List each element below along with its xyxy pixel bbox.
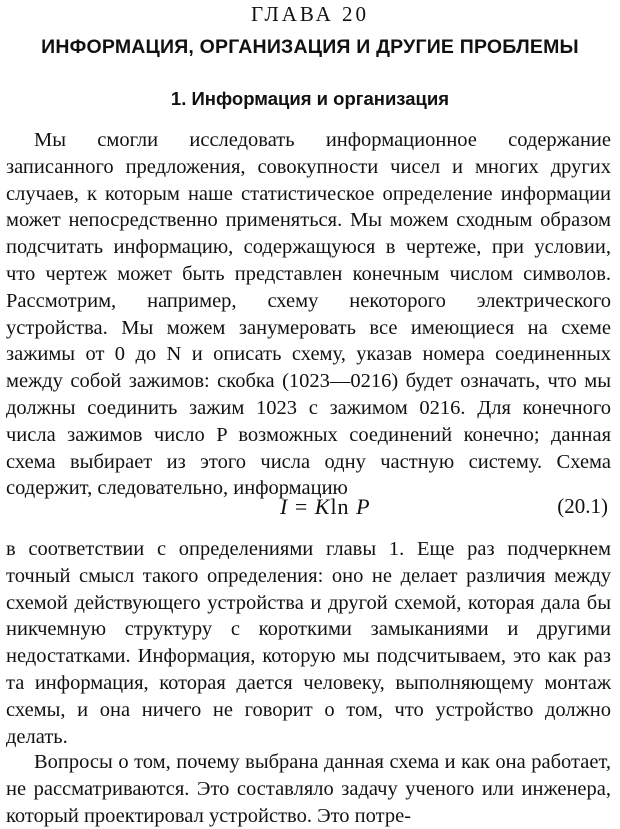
paragraph-2: в соответствии с определениями главы 1. Еще раз подчеркнем точный смысл такого определения: оно не делает различия между схемой действующего устройства и другой схемой, которая дала бы никчемную структуру с короткими замыканиями и другими недостатками. Информация, которую мы подсчитываем, это как раз та информация, которая дается человеку, выполняющему монтаж схемы, и она ничего не говорит о том, что устройство должно делать.	[6, 538, 611, 748]
equation-formula	[280, 494, 371, 520]
equation-number: (20.1)	[557, 494, 608, 518]
paragraph-1: Мы смогли исследовать информационное содержание записанного предложения, совокупности чисел и многих других случаев, к которым наше статистическое определение информации может непосредственно применяться. Мы можем сходным образом подсчитать информацию, содержащуюся в чертеже, при условии, что чертеж может быть представлен конечным числом символов. Рассмотрим, например, схему некоторого электрического устройства. Мы можем занумеровать все имеющиеся на схеме зажимы от 0 до N и описать схему, указав номера соединенных между собой зажимов: скобка (1023—0216) будет означать, что мы должны соединить зажим 1023 с зажимом 0216. Для конечного числа зажимов число P возможных соединений конечно; данная схема выбирает из этого числа одну частную систему. Схема содержит, следовательно, информацию	[6, 129, 611, 500]
equation-k: K	[314, 494, 331, 519]
chapter-label: ГЛАВА 20	[250, 2, 370, 26]
section-title: 1. Информация и организация	[170, 88, 450, 109]
equation-equals: =	[294, 494, 309, 519]
paragraph-3: Вопросы о том, почему выбрана данная схема и как она работает, не рассматриваются. Это составляло задачу ученого или инженера, который проектировал устройство. Это потре-	[6, 751, 611, 827]
chapter-title: ИНФОРМАЦИЯ, ОРГАНИЗАЦИЯ И ДРУГИЕ ПРОБЛЕМЫ	[41, 36, 579, 58]
equation-lhs: I	[280, 494, 289, 519]
equation-ln: ln	[330, 494, 350, 519]
equation-p: P	[356, 494, 371, 519]
